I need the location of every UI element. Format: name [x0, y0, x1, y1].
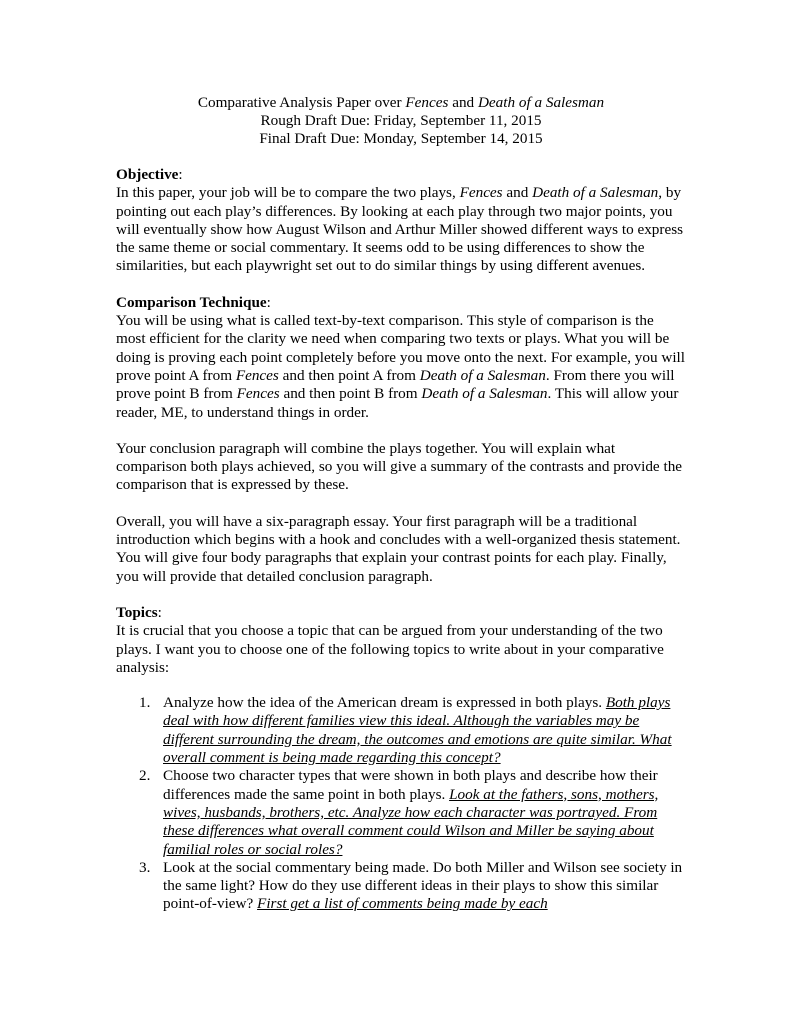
topics-list	[116, 694, 686, 914]
topic-note: Look at the fathers, sons, mothers, wives, husbands, brothers, etc. Analyze how each character was portrayed. From these differences what overall comment could Wilson and Miller be saying about familial roles or social roles?	[163, 785, 659, 858]
play-title-salesman: Death of a Salesman	[477, 94, 605, 111]
objective-section	[116, 166, 686, 276]
topic-item: 1. Analyze how the idea of the American dream is expressed in both plays. Both plays deal with how different families view this ideal. Although the variables may be different surrounding the dream, the outcomes and emotions are quite similar. What overall comment is being made regarding this concept?	[139, 694, 672, 767]
play-title-fences: Fences	[405, 94, 449, 111]
comparison-paragraph-3: Overall, you will have a six-paragraph essay. Your first paragraph will be a traditional introduction which begins with a hook and concludes with a well-organized thesis statement. You will give four body paragraphs that explain your contrast points for each play. Finally, you will provide that detailed conclusion paragraph.	[116, 512, 681, 585]
topic-note: First get a list of comments being made by each	[257, 895, 548, 913]
topics-heading: Topics:	[116, 603, 162, 621]
topics-intro: It is crucial that you choose a topic that can be argued from your understanding of the two plays. I want you to choose one of the following topics to write about in your comparative analysis:	[116, 622, 664, 676]
comparison-section	[116, 294, 686, 586]
topic-note: Both plays deal with how different families view this ideal. Although the variables may be different surrounding the dream, the outcomes and emotions are quite similar. What overall comment is being made regarding this concept?	[163, 694, 672, 767]
topic-item: 3. Look at the social commentary being made. Do both Miller and Wilson see society in the same light? How do they use different ideas in their plays to show this similar point-of-view? First get a list of comments being made by each	[139, 858, 683, 913]
topic-item: 2. Choose two character types that were shown in both plays and describe how their differences made the same point in both plays. Look at the fathers, sons, mothers, wives, husbands, brothers, etc. Analyze how each character was portrayed. From these differences what overall comment could Wilson and Miller be saying about familial roles or social roles?	[139, 767, 659, 858]
topics-section	[116, 604, 686, 914]
comparison-paragraph-1: You will be using what is called text-by-text comparison. This style of comparison is the most efficient for the clarity we need when comparing two texts or plays. What you will be doing is proving each point completely before you move onto the next. For example, you will prove point A from Fences and then point A from Death of a Salesman. From there you will prove point B from Fences and then point B from Death of a Salesman. This will allow your reader, ME, to understand things in order.	[116, 312, 685, 421]
assignment-title: Comparative Analysis Paper over Fences and Death of a Salesman	[197, 94, 605, 111]
rough-draft-due: Rough Draft Due: Friday, September 11, 2015	[260, 112, 542, 129]
objective-paragraph: In this paper, your job will be to compare the two plays, Fences and Death of a Salesman, by pointing out each play’s differences. By looking at each play through two major points, you will eventually show how August Wilson and Arthur Miller showed different ways to express the same theme or social commentary. It seems odd to be using differences to show the similarities, but each playwright set out to do similar things by using different avenues.	[116, 184, 684, 275]
topic-number: 3.	[139, 858, 151, 876]
topic-number: 2.	[139, 767, 151, 785]
final-draft-due: Final Draft Due: Monday, September 14, 2015	[259, 130, 543, 147]
document-header	[116, 94, 686, 148]
comparison-paragraph-2: Your conclusion paragraph will combine the plays together. You will explain what comparison both plays achieved, so you will give a summary of the contrasts and provide the comparison that is expressed by these.	[116, 439, 683, 494]
topic-number: 1.	[139, 694, 151, 712]
comparison-heading: Comparison Technique:	[116, 293, 271, 311]
document-page	[116, 94, 686, 914]
objective-heading: Objective:	[116, 166, 183, 183]
